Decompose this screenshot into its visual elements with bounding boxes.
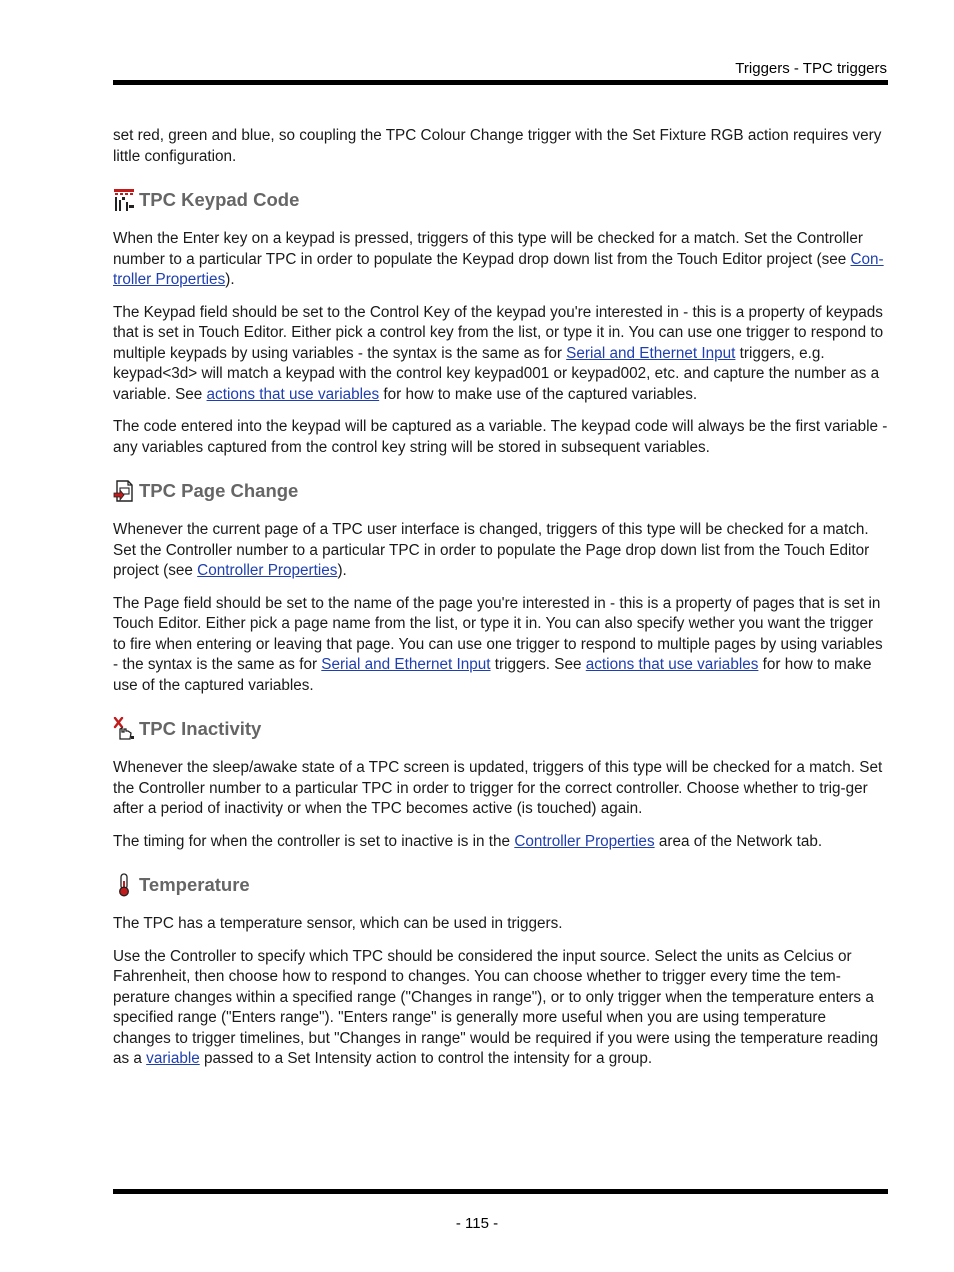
actions-use-variables-link[interactable]: actions that use variables	[585, 656, 759, 673]
section-title: TPC Inactivity	[139, 718, 262, 739]
section-title: TPC Keypad Code	[139, 189, 300, 210]
inactivity-paragraph-2: The timing for when the controller is set to inactive is in the Controller Properties area of the Network tab.	[113, 832, 823, 850]
controller-properties-link[interactable]: Con-troller Properties	[113, 250, 884, 288]
footer-rule	[113, 1189, 888, 1194]
serial-ethernet-input-link[interactable]: Serial and Ethernet Input	[321, 656, 491, 673]
keypad-icon	[113, 188, 135, 212]
page-change-paragraph-2: The Page field should be set to the name of the page you're interested in - this is a property of pages that is set in Touch Editor. Either pick a page name from the list, or type it in. You can also specify wether you want the trigger to fire when entering or leaving that page. You can use one trigger to respond to multiple pages by using variables - the syntax is the same as for Serial and Ethernet Input triggers. See actions that use variables for how to make use of the captured variables.	[113, 594, 883, 694]
variable-link[interactable]: variable	[146, 1050, 200, 1067]
page-icon	[113, 479, 135, 503]
page-change-paragraph-1: Whenever the current page of a TPC user interface is changed, triggers of this type will be checked for a match. Set the Controller number to a particular TPC in order to populate the Page drop down list from the Touch Editor project (see Controller Properties).	[113, 521, 870, 579]
keypad-paragraph-2: The Keypad field should be set to the Control Key of the keypad you're interested in - this is a property of keypads that is set in Touch Editor. Either pick a control key from the list, or type it in. You can use one trigger to respond to multiple keypads by using variables - the syntax is the same as for Serial and Ethernet Input triggers, e.g. keypad<3d> will match a keypad with the control key keypad001 or keypad002, etc. and capture the number as a variable. See actions that use variables for how to make use of the captured variables.	[113, 303, 884, 403]
temperature-paragraph-1: The TPC has a temperature sensor, which can be used in triggers.	[113, 915, 563, 932]
running-header: Triggers - TPC triggers	[735, 60, 887, 77]
header-rule	[113, 80, 888, 85]
controller-properties-link[interactable]: Controller Properties	[514, 832, 655, 850]
page-content	[113, 126, 888, 1082]
temperature-paragraph-2: Use the Controller to specify which TPC should be considered the input source. Select the units as Celcius or Fahrenheit, then choose how to respond to changes. You can choose whether to trigger every time the tem-perature changes within a specified range ("Changes in range"), or to only trigger when the temperature enters a specified range ("Enters range"). "Enters range" is generally more useful when you are using temperature changes to trigger timelines, but "Changes in range" would be required if you were using the temperature reading as a variable passed to a Set Intensity action to control the intensity for a group.	[113, 947, 879, 1067]
page-number: - 115 -	[455, 1215, 499, 1232]
actions-use-variables-link[interactable]: actions that use variables	[206, 385, 380, 403]
section-heading-temperature	[113, 872, 888, 898]
controller-properties-link[interactable]: Controller Properties	[197, 562, 338, 579]
thermometer-icon	[113, 873, 135, 897]
section-title: TPC Page Change	[139, 480, 299, 501]
keypad-paragraph-1: When the Enter key on a keypad is pressed, triggers of this type will be checked for a match. Set the Controller number to a particular TPC in order to populate the Keypad drop down list from the Touch Editor project (see Con-troller Properties).	[113, 230, 884, 288]
section-heading-keypad-code	[113, 187, 888, 213]
section-title: Temperature	[139, 874, 250, 895]
intro-paragraph: set red, green and blue, so coupling the TPC Colour Change trigger with the Set Fixture RGB action requires very little configuration.	[113, 127, 882, 165]
inactivity-icon	[113, 717, 135, 741]
serial-ethernet-input-link[interactable]: Serial and Ethernet Input	[566, 344, 736, 362]
inactivity-paragraph-1: Whenever the sleep/awake state of a TPC screen is updated, triggers of this type will be checked for a match. Set the Controller number to a particular TPC in order to trigger for the correct controller. Choose whether to trig-ger after a period of inactivity or when the TPC becomes active (is touched) again.	[113, 759, 883, 817]
section-heading-page-change	[113, 478, 888, 504]
section-heading-inactivity	[113, 716, 888, 742]
keypad-paragraph-3: The code entered into the keypad will be captured as a variable. The keypad code will always be the first variable - any variables captured from the control key string will be stored in subsequent variables.	[113, 418, 888, 456]
